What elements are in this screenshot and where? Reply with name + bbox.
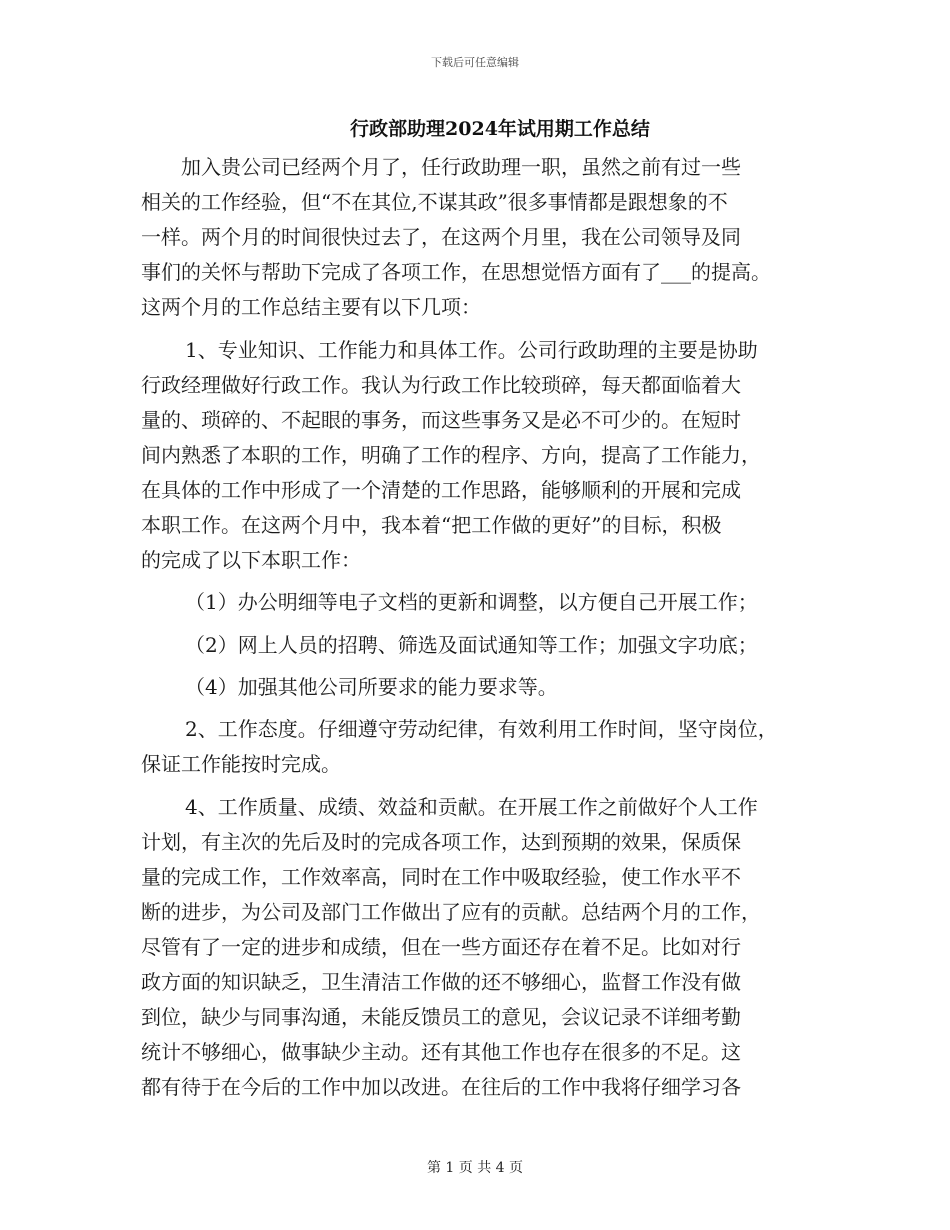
list-item: （4）加强其他公司所要求的能力要求等。 [185, 675, 558, 699]
body-line: 加入贵公司已经两个月了，任行政助理一职，虽然之前有过一些 [181, 155, 741, 179]
body-line: 4、工作质量、成绩、效益和贡献。在开展工作之前做好个人工作 [185, 795, 758, 819]
body-line: 相关的工作经验，但“不在其位,不谋其政”很多事情都是跟想象的不 [141, 190, 728, 214]
body-line: 量的、琐碎的、不起眼的事务，而这些事务又是必不可少的。在短时 [141, 408, 741, 432]
body-line: 2、工作态度。仔细遵守劳动纪律，有效利用工作时间，坚守岗位， [185, 717, 778, 741]
header-note: 下载后可任意编辑 [431, 56, 519, 69]
body-line: 量的完成工作，工作效率高，同时在工作中吸取经验，使工作水平不 [141, 865, 741, 889]
document-title: 行政部助理2024年试用期工作总结 [350, 118, 650, 140]
body-line: 计划，有主次的先后及时的完成各项工作，达到预期的效果，保质保 [141, 830, 741, 854]
body-line: 断的进步，为公司及部门工作做出了应有的贡献。总结两个月的工作， [141, 900, 761, 924]
body-line: 都有待于在今后的工作中加以改进。在往后的工作中我将仔细学习各 [141, 1075, 741, 1099]
page-footer: 第 1 页 共 4 页 [426, 1160, 524, 1176]
list-item: （2）网上人员的招聘、筛选及面试通知等工作；加强文字功底； [185, 633, 758, 657]
body-line: 保证工作能按时完成。 [141, 752, 341, 776]
list-item: （1）办公明细等电子文档的更新和调整，以方便自己开展工作； [185, 590, 758, 614]
body-line: 1、专业知识、工作能力和具体工作。公司行政助理的主要是协助 [185, 338, 758, 362]
body-line: 行政经理做好行政工作。我认为行政工作比较琐碎，每天都面临着大 [141, 373, 741, 397]
body-line: 统计不够细心，做事缺少主动。还有其他工作也存在很多的不足。这 [141, 1040, 741, 1064]
body-line: 政方面的知识缺乏，卫生清洁工作做的还不够细心，监督工作没有做 [141, 970, 741, 994]
body-line: 在具体的工作中形成了一个清楚的工作思路，能够顺利的开展和完成 [141, 478, 741, 502]
body-line: 本职工作。在这两个月中，我本着“把工作做的更好”的目标，积极 [141, 513, 722, 537]
body-line: 的完成了以下本职工作： [141, 548, 361, 572]
body-line: 到位，缺少与同事沟通，未能反馈员工的意见，会议记录不详细考勤 [141, 1005, 741, 1029]
body-line: 尽管有了一定的进步和成绩，但在一些方面还存在着不足。比如对行 [141, 935, 741, 959]
body-line: 这两个月的工作总结主要有以下几项： [141, 295, 481, 319]
body-line: 间内熟悉了本职的工作，明确了工作的程序、方向，提高了工作能力， [141, 443, 761, 467]
body-line: 事们的关怀与帮助下完成了各项工作，在思想觉悟方面有了___的提高。 [141, 260, 771, 284]
body-line: 一样。两个月的时间很快过去了，在这两个月里，我在公司领导及同 [141, 225, 741, 249]
